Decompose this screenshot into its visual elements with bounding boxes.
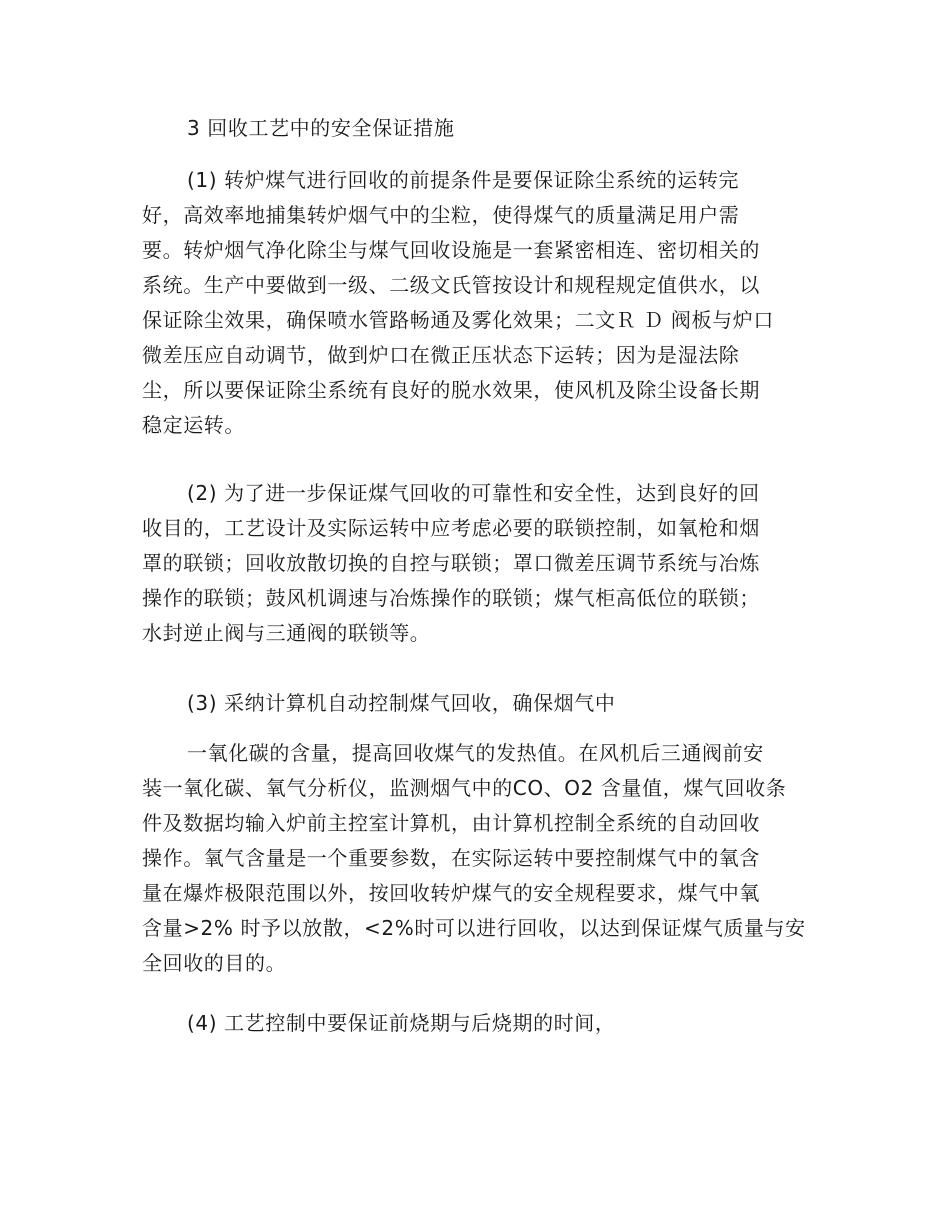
text-line: 尘，所以要保证除尘系统有良好的脱水效果，使风机及除尘设备长期: [142, 378, 760, 402]
text-line: 全回收的目的。: [142, 951, 287, 975]
text-line: 一氧化碳的含量，提高回收煤气的发热值。在风机后三通阀前安: [187, 741, 764, 765]
text-line: (4) 工艺控制中要保证前烧期与后烧期的时间，: [187, 1011, 616, 1035]
text-line: 含量>2% 时予以放散，<2%时可以进行回收，以达到保证煤气质量与安: [142, 916, 806, 940]
text-line: 量在爆炸极限范围以外，按回收转炉煤气的安全规程要求，煤气中氧: [142, 881, 760, 905]
text-line: 装一氧化碳、氧气分析仪，监测烟气中的CO、O2 含量值，煤气回收条: [142, 776, 787, 800]
text-line: 水封逆止阀与三通阀的联锁等。: [142, 621, 431, 645]
text-line: 操作。氧气含量是一个重要参数，在实际运转中要控制煤气中的氧含: [142, 846, 760, 870]
text-line: 收目的，工艺设计及实际运转中应考虑必要的联锁控制，如氧枪和烟: [142, 516, 760, 540]
text-line: (2) 为了进一步保证煤气回收的可靠性和安全性，达到良好的回: [187, 481, 760, 505]
text-line: 保证除尘效果，确保喷水管路畅通及雾化效果；二文Ｒ Ｄ 阀板与炉口: [142, 308, 774, 332]
text-line: 件及数据均输入炉前主控室计算机，由计算机控制全系统的自动回收: [142, 811, 760, 835]
text-line: (3) 采纳计算机自动控制煤气回收，确保烟气中: [187, 691, 616, 715]
text-line: 要。转炉烟气净化除尘与煤气回收设施是一套紧密相连、密切相关的: [142, 238, 760, 262]
text-line: 微差压应自动调节，做到炉口在微正压状态下运转；因为是湿法除: [142, 343, 740, 367]
text-line: 稳定运转。: [142, 413, 245, 437]
text-line: 操作的联锁；鼓风机调速与冶炼操作的联锁；煤气柜高低位的联锁；: [142, 586, 760, 610]
text-line: 系统。生产中要做到一级、二级文氏管按设计和规程规定值供水，以: [142, 273, 760, 297]
text-line: (1) 转炉煤气进行回收的前提条件是要保证除尘系统的运转完: [187, 168, 740, 192]
text-line: 好，高效率地捕集转炉烟气中的尘粒，使得煤气的质量满足用户需: [142, 203, 740, 227]
text-line: 罩的联锁；回收放散切换的自控与联锁；罩口微差压调节系统与冶炼: [142, 551, 760, 575]
section-heading: 3 回收工艺中的安全保证措施: [187, 116, 455, 140]
